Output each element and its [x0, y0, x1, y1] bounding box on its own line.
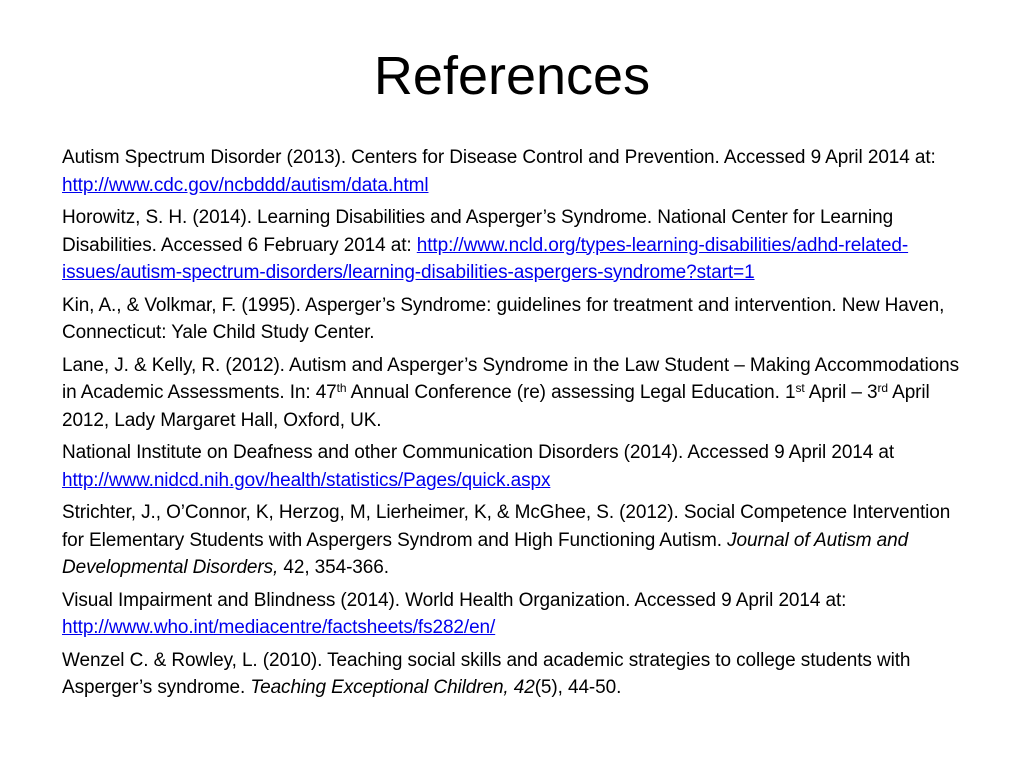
- journal-title: Journal of Autism and Developmental Disorders,: [62, 529, 909, 578]
- reference-link[interactable]: http://www.who.int/mediacentre/factsheets/fs282/en/: [62, 617, 496, 638]
- reference-item: [62, 292, 962, 347]
- reference-item: [62, 204, 962, 287]
- reference-text: Visual Impairment and Blindness (2014). World Health Organization. Accessed 9 April 2014 at:: [62, 589, 847, 611]
- reference-item: [62, 647, 962, 702]
- reference-link[interactable]: http://www.cdc.gov/ncbddd/autism/data.html: [62, 174, 429, 196]
- reference-text: (5), 44-50.: [534, 677, 622, 698]
- ordinal-suffix: st: [795, 381, 805, 395]
- reference-text: Annual Conference (re) assessing Legal Education. 1: [346, 382, 796, 403]
- reference-item: [62, 144, 962, 199]
- reference-list: [62, 144, 962, 707]
- reference-item: [62, 439, 962, 494]
- reference-item: [62, 499, 962, 582]
- ordinal-suffix: rd: [877, 381, 889, 395]
- reference-text: Horowitz, S. H. (2014). Learning Disabilities and Asperger’s Syndrome. National Center for Learning Disabilities. Accessed 6 February 2014 at:: [62, 207, 894, 256]
- reference-text: 42, 354-366.: [278, 557, 389, 578]
- reference-text: Wenzel C. & Rowley, L. (2010). Teaching social skills and academic strategies to college students with Asperger’s syndrome.: [62, 649, 911, 698]
- reference-text: Kin, A., & Volkmar, F. (1995). Asperger’s Syndrome: guidelines for treatment and intervention. New Haven, Connecticut: Yale Child Study Center.: [62, 294, 945, 343]
- reference-item: [62, 352, 962, 435]
- reference-text: Lane, J. & Kelly, R. (2012). Autism and Asperger’s Syndrome in the Law Student – Making Accommodations in Academic Assessments. In: 47: [62, 354, 960, 403]
- journal-title: Teaching Exceptional Children, 42: [250, 677, 535, 698]
- reference-item: [62, 587, 962, 642]
- reference-text: Autism Spectrum Disorder (2013). Centers for Disease Control and Prevention. Accessed 9 April 2014 at:: [62, 147, 936, 168]
- page-title: References: [373, 46, 651, 106]
- reference-text: National Institute on Deafness and other Communication Disorders (2014). Accessed 9 April 2014 at: [62, 442, 895, 463]
- reference-text: Strichter, J., O’Connor, K, Herzog, M, Lierheimer, K, & McGhee, S. (2012). Social Competence Intervention for Elementary Students with Aspergers Syndrom and High Functioning Autism.: [62, 502, 951, 551]
- reference-link[interactable]: http://www.nidcd.nih.gov/health/statistics/Pages/quick.aspx: [62, 469, 551, 491]
- ordinal-suffix: th: [336, 381, 347, 395]
- reference-link[interactable]: http://www.ncld.org/types-learning-disabilities/adhd-related-issues/autism-spectrum-disorders/learning-disabilities-aspergers-syndrome?start=1: [62, 234, 909, 283]
- reference-text: April 2012, Lady Margaret Hall, Oxford, UK.: [62, 382, 930, 431]
- reference-text: April – 3: [804, 382, 878, 403]
